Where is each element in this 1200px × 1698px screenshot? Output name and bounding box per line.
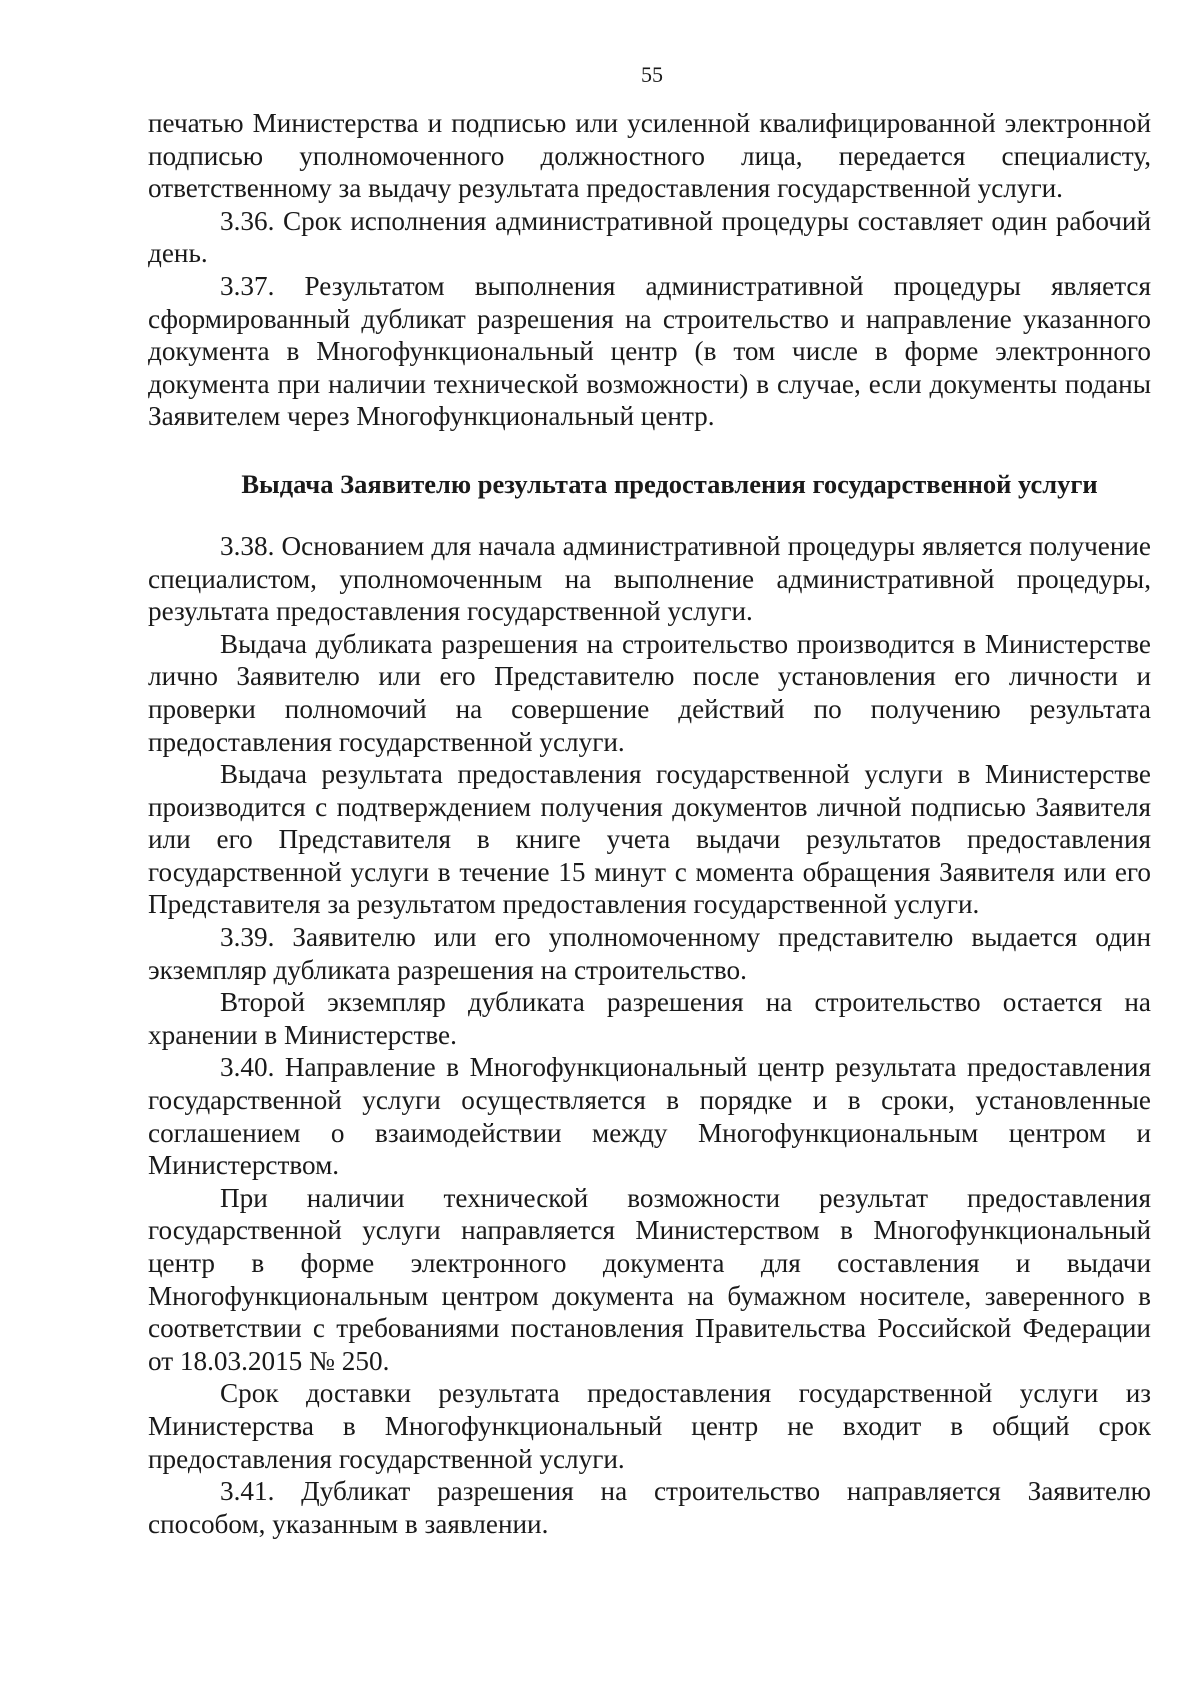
paragraph-3-41: 3.41. Дубликат разрешения на строительство направляется Заявителю способом, указанным в заявлении.: [148, 1476, 1151, 1539]
document-body: [148, 107, 1151, 1540]
paragraph-issuance-in-ministry: Выдача результата предоставления государственной услуги в Министерстве производится с подтверждением получения документов личной подписью Заявителя или его Представителя в книге учета выдачи результатов предоставления государственной услуги в течение 15 минут с момента обращения Заявителя или его Представителя за результатом предоставления государственной услуги.: [148, 759, 1151, 920]
paragraph-electronic-result: При наличии технической возможности результат предоставления государственной услуги направляется Министерством в Многофункциональный центр в форме электронного документа для составления и выдачи Многофункциональным центром документа на бумажном носителе, заверенного в соответствии с требованиями постановления Правительства Российской Федерации от 18.03.2015 № 250.: [148, 1182, 1151, 1376]
section-heading: Выдача Заявителю результата предоставления государственной услуги: [241, 468, 1098, 499]
paragraph-delivery-term: Срок доставки результата предоставления государственной услуги из Министерства в Многофункциональный центр не входит в общий срок предоставления государственной услуги.: [148, 1378, 1151, 1474]
paragraph-3-40: 3.40. Направление в Многофункциональный центр результата предоставления государственной услуги осуществляется в порядке и в сроки, установленные соглашением о взаимодействии между Многофункциональным центром и Министерством.: [148, 1052, 1151, 1181]
paragraph-3-36: 3.36. Срок исполнения административной процедуры составляет один рабочий день.: [148, 205, 1151, 269]
page-number: 55: [641, 62, 663, 87]
paragraph-3-39: 3.39. Заявителю или его уполномоченному представителю выдается один экземпляр дубликата разрешения на строительство.: [148, 922, 1151, 985]
paragraph-continuation: печатью Министерства и подписью или усиленной квалифицированной электронной подписью уполномоченного должностного лица, передается специалисту, ответственному за выдачу результата предоставления государственной услуги.: [148, 108, 1151, 204]
paragraph-second-copy: Второй экземпляр дубликата разрешения на строительство остается на хранении в Министерстве.: [148, 987, 1151, 1050]
paragraph-duplicate-issuance: Выдача дубликата разрешения на строительство производится в Министерстве лично Заявителю или его Представителю после установления его личности и проверки полномочий на совершение действий по получению результата предоставления государственной услуги.: [148, 628, 1151, 757]
paragraph-3-37: 3.37. Результатом выполнения административной процедуры является сформированный дубликат разрешения на строительство и направление указанного документа в Многофункциональный центр (в том числе в форме электронного документа при наличии технической возможности) в случае, если документы поданы Заявителем через Многофункциональный центр.: [148, 270, 1151, 432]
paragraph-3-38: 3.38. Основанием для начала административной процедуры является получение специалистом, уполномоченным на выполнение административной процедуры, результата предоставления государственной услуги.: [148, 530, 1151, 627]
